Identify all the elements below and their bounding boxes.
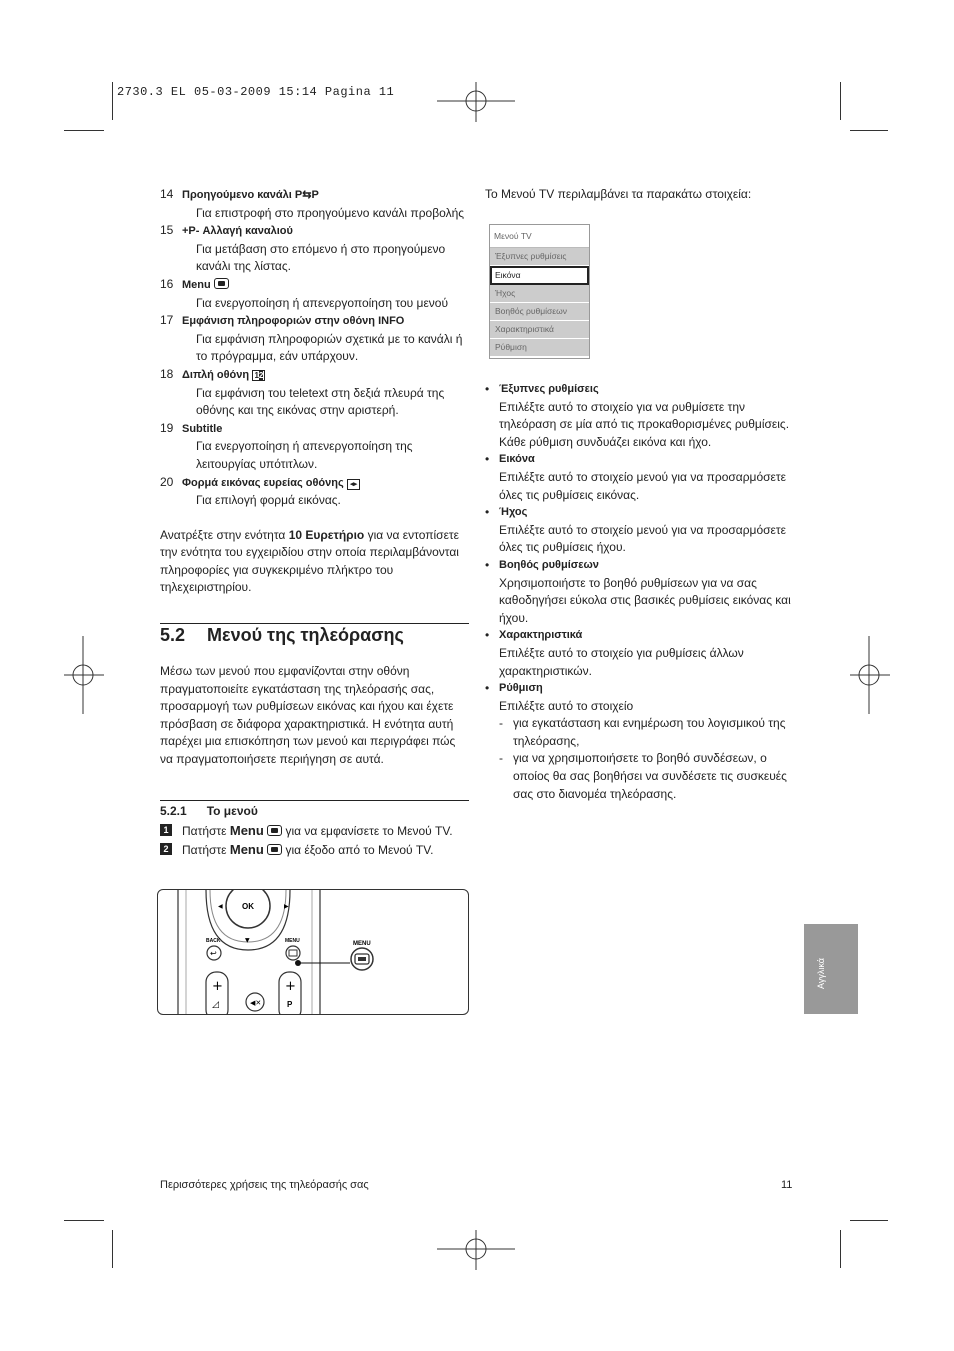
key-description: Για μετάβαση στο επόμενο ή στο προηγούμενο κανάλι της λίστας. <box>196 241 446 274</box>
crop-mark <box>840 82 841 120</box>
entry-title: • Βοηθός ρυθμίσεων <box>499 558 599 571</box>
left-arrow-icon: ◀ <box>218 903 223 910</box>
setup-option: - για εγκατάσταση και ενημέρωση του λογισμικού της τηλεόρασης, <box>499 715 795 750</box>
setup-options <box>485 715 795 803</box>
key-title: Subtitle <box>182 422 223 435</box>
tv-menu-entry <box>485 557 795 627</box>
entry-description: Χρησιμοποιήστε το βοηθό ρυθμίσεων για να σας καθοδηγήσει εύκολα στις βασικές ρυθμίσεις εικόνας και ήχου. <box>499 575 791 625</box>
back-label: BACK <box>206 938 221 944</box>
tv-menu-illustration <box>489 224 590 359</box>
footer-text: Περισσότερες χρήσεις της τηλεόρασής σας <box>160 1179 369 1191</box>
remote-key-entry <box>160 222 470 276</box>
remote-key-entry <box>160 366 470 420</box>
key-number: 15 <box>160 223 174 238</box>
entry-title: • Ρύθμιση <box>499 682 543 695</box>
right-column <box>485 381 795 803</box>
crop-mark <box>64 1220 104 1221</box>
mute-icon: ◀✕ <box>250 999 262 1007</box>
right-arrow-icon: ▶ <box>284 903 289 910</box>
tv-menu-item: Χαρακτηριστικά <box>490 321 589 339</box>
tv-menu-item: Ήχος <box>490 285 589 303</box>
key-description: Για επιλογή φορμά εικόνας. <box>196 493 341 508</box>
key-title: Διπλή οθόνη <box>182 368 250 381</box>
remote-drawing <box>158 890 468 1014</box>
entry-description: Επιλέξτε αυτό το στοιχείο για ρυθμίσεις άλλων χαρακτηριστικών. <box>499 645 744 678</box>
registration-mark-icon <box>437 1230 517 1270</box>
right-intro: Το Μενού TV περιλαμβάνει τα παρακάτω στοιχεία: <box>485 187 752 201</box>
crop-mark <box>850 130 888 131</box>
left-column <box>160 186 470 597</box>
tv-menu-entry <box>485 680 795 715</box>
remote-key-entry <box>160 474 470 510</box>
steps <box>160 822 470 859</box>
menu-callout-label: MENU <box>353 941 371 947</box>
tv-menu-item-selected: Εικόνα <box>490 266 589 285</box>
tv-menu-item: Ρύθμιση <box>490 339 589 357</box>
tv-menu-entry <box>485 381 795 451</box>
section-rule <box>160 623 469 624</box>
menu-key-icon <box>267 844 282 855</box>
down-arrow-icon: ▼ <box>245 937 250 944</box>
menu-key-icon <box>214 278 229 289</box>
setup-option: - για να χρησιμοποιήσετε το βοηθό συνδέσεων, ο οποίος θα σας βοηθήσει να συνδέσετε τις συσκευές σας στο διανομέα τηλεόρασης. <box>499 750 795 803</box>
key-description: Για ενεργοποίηση ή απενεργοποίηση του μενού <box>196 295 449 310</box>
tv-menu-items-list <box>485 381 795 715</box>
subsection-heading: 5.2.1 Το μενού <box>160 804 258 818</box>
program-plus-icon: + <box>285 979 296 994</box>
dual-screen-icon: 12 <box>254 370 264 380</box>
menu-label-small: MENU <box>285 938 300 944</box>
entry-description: Επιλέξτε αυτό το στοιχείο για να ρυθμίσετε την τηλεόραση σε μία από τις προκαθορισμένες ρυθμίσεις. Κάθε ρύθμιση συνδυάζει εικόνα και ήχο. <box>499 399 790 449</box>
language-side-tab <box>804 924 858 1014</box>
section-paragraph: Μέσω των μενού που εμφανίζονται στην οθόνη πραγματοποιείτε εγκατάσταση της τηλεόρασής σας, προσαρμογή των ρυθμίσεων εικόνας και ήχου και έχετε πρόσβαση σε διάφορα χαρακτηριστικά. Η ενότητα αυτή παρέχει μια επισκόπηση των μενού και περιγράφει πώς να πραγματοποιήσετε περιήγηση σε αυτά. <box>160 664 456 766</box>
crop-mark <box>112 1230 113 1268</box>
registration-mark-icon <box>850 636 890 716</box>
step-1: 1 Πατήστε Menu για να εμφανίσετε το Μενού TV. <box>160 822 470 841</box>
wide-format-icon: ◂▸ <box>347 479 360 490</box>
tv-menu-entry <box>485 504 795 557</box>
page-number: 11 <box>781 1179 793 1191</box>
menu-key-icon <box>267 825 282 836</box>
step-number: 1 <box>160 824 172 836</box>
remote-key-entry <box>160 312 470 366</box>
key-title: Φορμά εικόνας ευρείας οθόνης <box>182 476 344 489</box>
key-number: 20 <box>160 474 174 489</box>
back-arrow-icon: ↩ <box>210 949 217 958</box>
key-number: 19 <box>160 420 174 435</box>
key-description: Για εμφάνιση του teletext στη δεξιά πλευρά της οθόνης και της εικόνας στην αριστερή. <box>196 385 445 418</box>
key-title: +P- Αλλαγή καναλιού <box>182 225 293 238</box>
registration-mark-icon <box>64 636 104 716</box>
volume-icon: ◿ <box>212 1000 219 1010</box>
tv-menu-title: Μενού TV <box>490 225 589 248</box>
key-number: 16 <box>160 276 174 291</box>
entry-description: Επιλέξτε αυτό το στοιχείο μενού για να προσαρμόσετε όλες τις ρυθμίσεις εικόνας. <box>499 469 786 502</box>
crop-mark <box>840 1230 841 1268</box>
entry-title: • Εικόνα <box>499 453 535 466</box>
registration-mark-icon <box>437 82 517 122</box>
step-number: 2 <box>160 843 172 855</box>
key-title: Menu <box>182 278 211 291</box>
key-description: Για επιστροφή στο προηγούμενο κανάλι προβολής <box>196 205 465 220</box>
volume-plus-icon: + <box>212 979 223 994</box>
program-label: P <box>287 1000 293 1009</box>
remote-key-entry <box>160 186 470 222</box>
key-number: 18 <box>160 366 174 381</box>
refer-paragraph: Ανατρέξτε στην ενότητα 10 Ευρετήριο για να εντοπίσετε την ενότητα του εγχειριδίου στην οποία περιλαμβάνονται πληροφορίες για συγκεκριμένο πλήκτρο του τηλεχειριστηρίου. <box>160 527 460 595</box>
entry-title: • Χαρακτηριστικά <box>499 629 583 642</box>
key-description: Για εμφάνιση πληροφοριών σχετικά με το κανάλι ή το πρόγραμμα, εάν υπάρχουν. <box>196 331 463 364</box>
key-title: Εμφάνιση πληροφοριών στην οθόνη INFO <box>182 315 405 328</box>
tv-menu-item: Βοηθός ρυθμίσεων <box>490 303 589 321</box>
remote-key-entry <box>160 420 470 474</box>
crop-mark <box>850 1220 888 1221</box>
entry-description: Επιλέξτε αυτό το στοιχείο <box>499 698 634 713</box>
entry-title: • Έξυπνες ρυθμίσεις <box>499 383 599 395</box>
tv-menu-entry <box>485 451 795 504</box>
tv-menu-entry <box>485 627 795 680</box>
crop-mark <box>112 82 113 120</box>
entry-description: Επιλέξτε αυτό το στοιχείο μενού για να προσαρμόσετε όλες τις ρυθμίσεις ήχου. <box>499 522 786 555</box>
section-heading: 5.2 Μενού της τηλεόρασης <box>160 625 404 645</box>
tv-menu-item: Έξυπνες ρυθμίσεις <box>490 248 589 266</box>
key-number: 17 <box>160 313 174 328</box>
language-tab-label: Αγγλικά <box>816 958 826 989</box>
print-header: 2730.3 EL 05-03-2009 15:14 Pagina 11 <box>117 85 395 99</box>
crop-mark <box>64 130 104 131</box>
remote-keys-list <box>160 186 470 510</box>
key-number: 14 <box>160 187 174 201</box>
remote-key-entry <box>160 276 470 312</box>
remote-illustration <box>157 889 469 1015</box>
menu-button-small <box>286 946 300 960</box>
entry-title: • Ήχος <box>499 506 528 519</box>
key-title: Προηγούμενο κανάλι P⇆P <box>182 189 319 201</box>
subsection-rule <box>160 800 469 801</box>
ok-label: OK <box>242 902 254 911</box>
key-description: Για ενεργοποίηση ή απενεργοποίηση της λειτουργίας υπότιτλων. <box>196 439 413 471</box>
step-2: 2 Πατήστε Menu για έξοδο από το Μενού TV. <box>160 841 470 860</box>
